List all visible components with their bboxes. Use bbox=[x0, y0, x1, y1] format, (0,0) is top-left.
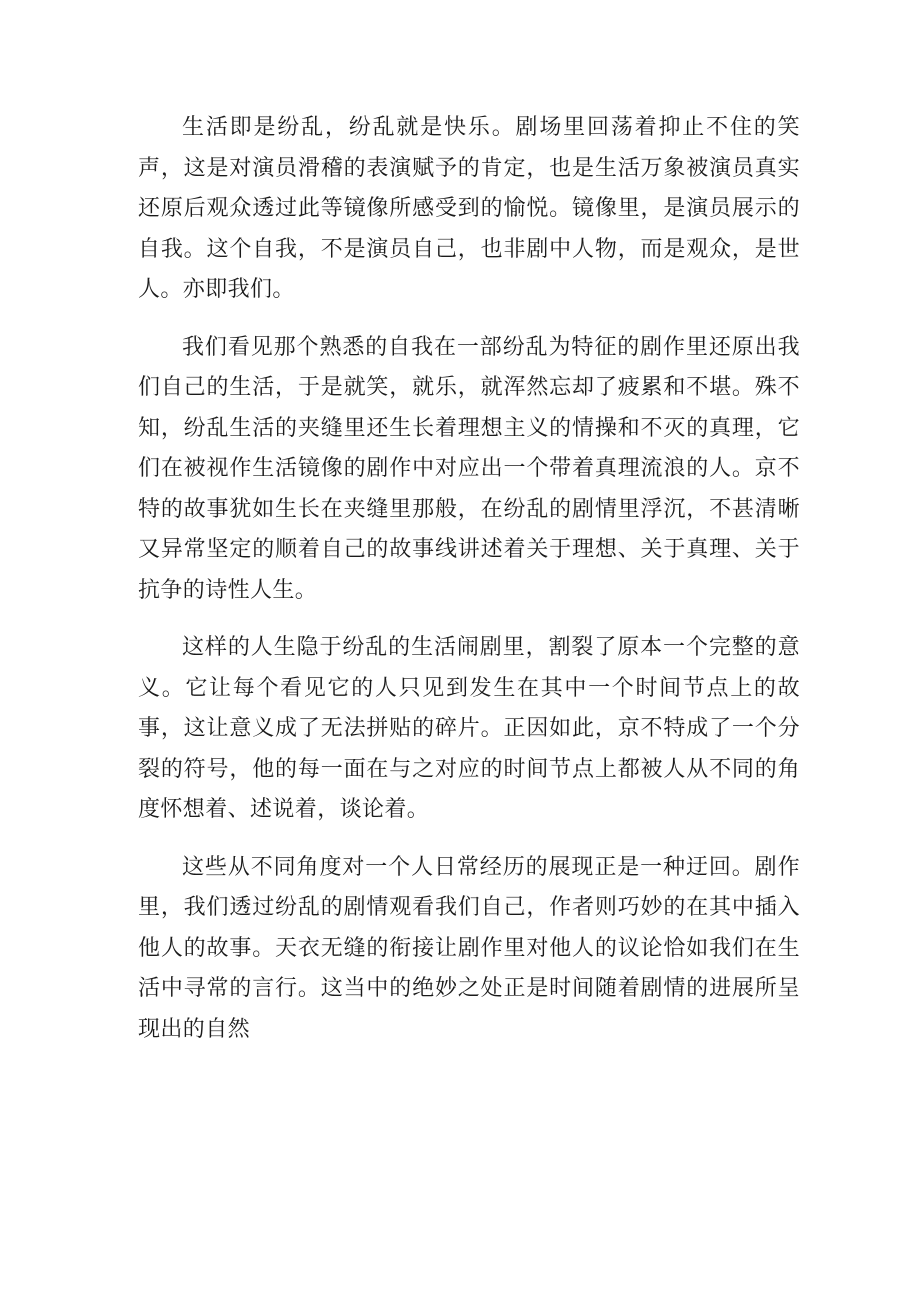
paragraph-2: 我们看见那个熟悉的自我在一部纷乱为特征的剧作里还原出我们自己的生活，于是就笑，就乐，就浑然忘却了疲累和不堪。殊不知，纷乱生活的夹缝里还生长着理想主义的情操和不灭的真理，它们在被视作生活镜像的剧作中对应出一个带着真理流浪的人。京不特的故事犹如生长在夹缝里那般，在纷乱的剧情里浮沉，不甚清晰又异常坚定的顺着自己的故事线讲述着关于理想、关于真理、关于抗争的诗性人生。 bbox=[138, 334, 800, 603]
paragraph-3: 这样的人生隐于纷乱的生活闹剧里，割裂了原本一个完整的意义。它让每个看见它的人只见到发生在其中一个时间节点上的故事，这让意义成了无法拼贴的碎片。正因如此，京不特成了一个分裂的符号，他的每一面在与之对应的时间节点上都被人从不同的角度怀想着、述说着，谈论着。 bbox=[138, 635, 800, 822]
paragraph-4: 这些从不同角度对一个人日常经历的展现正是一种迂回。剧作里，我们透过纷乱的剧情观看我们自己，作者则巧妙的在其中插入他人的故事。天衣无缝的衔接让剧作里对他人的议论恰如我们在生活中寻常的言行。这当中的绝妙之处正是时间随着剧情的进展所呈现出的自然 bbox=[138, 854, 800, 1042]
document-body bbox=[138, 108, 800, 1067]
paragraph-1: 生活即是纷乱，纷乱就是快乐。剧场里回荡着抑止不住的笑声，这是对演员滑稽的表演赋予的肯定，也是生活万象被演员真实还原后观众透过此等镜像所感受到的愉悦。镜像里，是演员展示的自我。这个自我，不是演员自己，也非剧中人物，而是观众，是世人。亦即我们。 bbox=[138, 115, 800, 302]
